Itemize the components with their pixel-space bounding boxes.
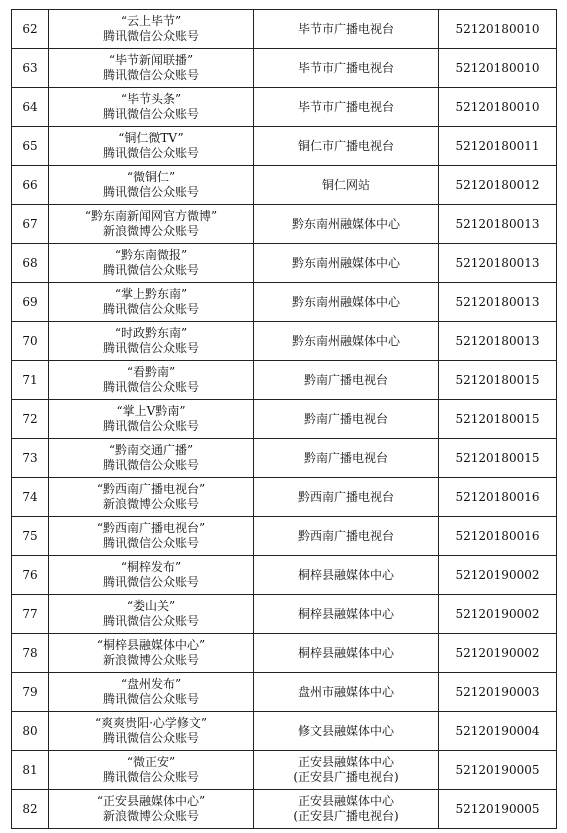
table-row [12, 166, 557, 205]
account-name: “桐梓发布” [120, 560, 182, 574]
row-index: 77 [12, 595, 49, 634]
account-platform: 腾讯微信公众账号 [102, 614, 199, 628]
license-code: 52120190002 [439, 634, 557, 673]
table-row [12, 751, 557, 790]
account-name: “爽爽贵阳·心学修文” [94, 716, 208, 730]
license-code: 52120190002 [439, 595, 557, 634]
row-index: 73 [12, 439, 49, 478]
account-platform: 腾讯微信公众账号 [102, 146, 199, 160]
organization-name: 铜仁市广播电视台 [297, 138, 394, 153]
table-row [12, 361, 557, 400]
organization-cell [254, 673, 439, 712]
account-platform: 新浪微博公众账号 [102, 809, 199, 823]
account-name: “黔南交通广播” [108, 443, 194, 457]
organization-cell [254, 517, 439, 556]
organization-name: 盘州市融媒体中心 [297, 684, 394, 699]
license-code: 52120190003 [439, 673, 557, 712]
account-name: “黔东南新闻网官方微博” [84, 209, 218, 223]
organization-name: 桐梓县融媒体中心 [297, 606, 394, 621]
row-index: 64 [12, 88, 49, 127]
organization-name: 黔东南州融媒体中心 [291, 216, 400, 231]
account-platform: 腾讯微信公众账号 [102, 68, 199, 82]
organization-name: 黔南广播电视台 [303, 372, 388, 387]
account-platform: 腾讯微信公众账号 [102, 419, 199, 433]
table-row [12, 88, 557, 127]
account-cell [49, 322, 254, 361]
organization-name: 桐梓县融媒体中心 [297, 567, 394, 582]
registry-table [11, 9, 557, 829]
license-code: 52120180015 [439, 400, 557, 439]
row-index: 80 [12, 712, 49, 751]
organization-cell [254, 439, 439, 478]
account-name: “微铜仁” [126, 170, 176, 184]
account-platform: 腾讯微信公众账号 [102, 692, 199, 706]
table-row [12, 478, 557, 517]
account-cell [49, 478, 254, 517]
organization-cell [254, 283, 439, 322]
account-platform: 新浪微博公众账号 [102, 653, 199, 667]
account-cell [49, 166, 254, 205]
table-row [12, 10, 557, 49]
license-code: 52120180015 [439, 439, 557, 478]
account-platform: 腾讯微信公众账号 [102, 458, 199, 472]
license-code: 52120180010 [439, 88, 557, 127]
organization-name: 正安县融媒体中心 [297, 794, 394, 808]
row-index: 71 [12, 361, 49, 400]
organization-cell [254, 400, 439, 439]
row-index: 81 [12, 751, 49, 790]
organization-name: 黔南广播电视台 [303, 450, 388, 465]
row-index: 62 [12, 10, 49, 49]
license-code: 52120180016 [439, 517, 557, 556]
account-cell [49, 361, 254, 400]
organization-cell [254, 712, 439, 751]
organization-name: (正安县广播电视台) [293, 770, 399, 784]
account-name: “黔西南广播电视台” [96, 482, 206, 496]
table-row [12, 244, 557, 283]
organization-name: 修文县融媒体中心 [297, 723, 394, 738]
table-row [12, 400, 557, 439]
account-platform: 腾讯微信公众账号 [102, 770, 199, 784]
row-index: 82 [12, 790, 49, 829]
account-cell [49, 205, 254, 244]
account-cell [49, 790, 254, 829]
row-index: 79 [12, 673, 49, 712]
license-code: 52120190002 [439, 556, 557, 595]
license-code: 52120190004 [439, 712, 557, 751]
account-platform: 新浪微博公众账号 [102, 224, 199, 238]
license-code: 52120180013 [439, 205, 557, 244]
license-code: 52120180011 [439, 127, 557, 166]
registry-table-body [12, 10, 557, 829]
account-cell [49, 751, 254, 790]
organization-cell [254, 556, 439, 595]
organization-name: 黔南广播电视台 [303, 411, 388, 426]
account-cell [49, 127, 254, 166]
account-cell [49, 10, 254, 49]
organization-cell [254, 244, 439, 283]
account-name: “掌上黔东南” [114, 287, 188, 301]
organization-name: 正安县融媒体中心 [297, 755, 394, 769]
organization-cell [254, 10, 439, 49]
table-row [12, 127, 557, 166]
table-row [12, 439, 557, 478]
row-index: 70 [12, 322, 49, 361]
account-cell [49, 712, 254, 751]
account-cell [49, 400, 254, 439]
license-code: 52120180010 [439, 49, 557, 88]
account-cell [49, 673, 254, 712]
table-row [12, 205, 557, 244]
account-name: “掌上V黔南” [116, 404, 186, 418]
organization-cell [254, 205, 439, 244]
row-index: 63 [12, 49, 49, 88]
account-platform: 腾讯微信公众账号 [102, 575, 199, 589]
organization-cell [254, 322, 439, 361]
organization-name: 毕节市广播电视台 [297, 60, 394, 75]
account-cell [49, 517, 254, 556]
license-code: 52120180010 [439, 10, 557, 49]
account-name: “娄山关” [126, 599, 176, 613]
organization-cell [254, 361, 439, 400]
account-name: “毕节头条” [120, 92, 182, 106]
row-index: 66 [12, 166, 49, 205]
organization-name: 毕节市广播电视台 [297, 21, 394, 36]
table-row [12, 49, 557, 88]
license-code: 52120180016 [439, 478, 557, 517]
account-name: “铜仁微TV” [118, 131, 184, 145]
account-cell [49, 88, 254, 127]
table-row [12, 673, 557, 712]
license-code: 52120180013 [439, 283, 557, 322]
organization-name: 桐梓县融媒体中心 [297, 645, 394, 660]
account-platform: 腾讯微信公众账号 [102, 29, 199, 43]
organization-name: 黔东南州融媒体中心 [291, 255, 400, 270]
row-index: 65 [12, 127, 49, 166]
table-row [12, 634, 557, 673]
license-code: 52120190005 [439, 751, 557, 790]
account-platform: 腾讯微信公众账号 [102, 380, 199, 394]
account-name: “正安县融媒体中心” [96, 794, 206, 808]
organization-cell [254, 166, 439, 205]
table-row [12, 712, 557, 751]
table-row [12, 790, 557, 829]
license-code: 52120180013 [439, 244, 557, 283]
table-row [12, 556, 557, 595]
organization-name: (正安县广播电视台) [293, 809, 399, 823]
organization-cell [254, 49, 439, 88]
account-name: “桐梓县融媒体中心” [96, 638, 206, 652]
license-code: 52120180015 [439, 361, 557, 400]
license-code: 52120180013 [439, 322, 557, 361]
account-cell [49, 595, 254, 634]
account-platform: 腾讯微信公众账号 [102, 341, 199, 355]
row-index: 72 [12, 400, 49, 439]
account-platform: 腾讯微信公众账号 [102, 536, 199, 550]
account-platform: 腾讯微信公众账号 [102, 731, 199, 745]
table-row [12, 595, 557, 634]
account-name: “黔西南广播电视台” [96, 521, 206, 535]
account-name: “看黔南” [126, 365, 176, 379]
account-name: “毕节新闻联播” [108, 53, 194, 67]
account-cell [49, 634, 254, 673]
row-index: 75 [12, 517, 49, 556]
license-code: 52120180012 [439, 166, 557, 205]
account-name: “黔东南微报” [114, 248, 188, 262]
account-name: “时政黔东南” [114, 326, 188, 340]
row-index: 68 [12, 244, 49, 283]
organization-name: 黔东南州融媒体中心 [291, 294, 400, 309]
license-code: 52120190005 [439, 790, 557, 829]
table-row [12, 517, 557, 556]
account-platform: 腾讯微信公众账号 [102, 107, 199, 121]
account-cell [49, 556, 254, 595]
account-platform: 腾讯微信公众账号 [102, 185, 199, 199]
organization-cell [254, 595, 439, 634]
account-platform: 新浪微博公众账号 [102, 497, 199, 511]
row-index: 76 [12, 556, 49, 595]
row-index: 78 [12, 634, 49, 673]
row-index: 67 [12, 205, 49, 244]
account-cell [49, 49, 254, 88]
organization-name: 黔西南广播电视台 [297, 528, 394, 543]
organization-cell [254, 127, 439, 166]
account-name: “云上毕节” [120, 14, 182, 28]
account-name: “盘州发布” [120, 677, 182, 691]
row-index: 74 [12, 478, 49, 517]
row-index: 69 [12, 283, 49, 322]
organization-cell [254, 790, 439, 829]
account-platform: 腾讯微信公众账号 [102, 263, 199, 277]
organization-cell [254, 478, 439, 517]
account-platform: 腾讯微信公众账号 [102, 302, 199, 316]
account-cell [49, 439, 254, 478]
organization-name: 铜仁网站 [321, 177, 370, 192]
organization-cell [254, 634, 439, 673]
organization-name: 毕节市广播电视台 [297, 99, 394, 114]
account-cell [49, 244, 254, 283]
organization-cell [254, 88, 439, 127]
account-name: “微正安” [126, 755, 176, 769]
organization-name: 黔西南广播电视台 [297, 489, 394, 504]
table-row [12, 283, 557, 322]
account-cell [49, 283, 254, 322]
organization-cell [254, 751, 439, 790]
table-row [12, 322, 557, 361]
organization-name: 黔东南州融媒体中心 [291, 333, 400, 348]
